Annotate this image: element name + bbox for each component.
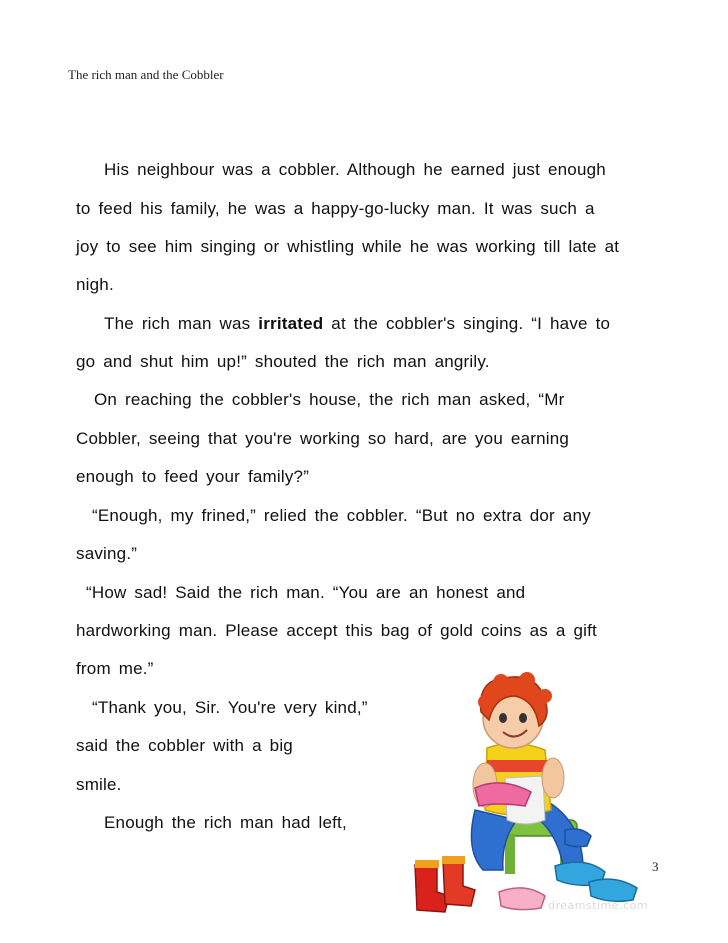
paragraph-line: The rich man was irritated at the cobbler's singing. “I have to <box>104 314 611 333</box>
paragraph-line: Cobbler, seeing that you're working so hard, are you earning <box>76 429 570 448</box>
cobbler-boy-illustration <box>405 660 645 930</box>
paragraph-line: Enough the rich man had left, <box>104 813 347 832</box>
paragraph-line: smile. <box>76 775 122 794</box>
emphasis-word: irritated <box>258 314 324 333</box>
paragraph-line: His neighbour was a cobbler. Although he earned just enough <box>104 160 606 179</box>
paragraph-line: joy to see him singing or whistling while he was working till late at <box>76 237 620 256</box>
paragraph-line: nigh. <box>76 275 114 294</box>
paragraph-line: said the cobbler with a big <box>76 736 293 755</box>
paragraph-line: from me.” <box>76 659 154 678</box>
paragraph-line: “Thank you, Sir. You're very kind,” <box>92 698 368 717</box>
paragraph-line: saving.” <box>76 544 138 563</box>
page-number: 3 <box>652 859 659 874</box>
paragraph-line: “How sad! Said the rich man. “You are an honest and <box>86 583 526 602</box>
watermark-text: dreamstime.com <box>548 899 649 912</box>
paragraph-line: “Enough, my frined,” relied the cobbler. “But no extra dor any <box>92 506 591 525</box>
paragraph-line: enough to feed your family?” <box>76 467 310 486</box>
paragraph-line: to feed his family, he was a happy-go-lucky man. It was such a <box>76 199 595 218</box>
paragraph-line: On reaching the cobbler's house, the rich man asked, “Mr <box>94 390 565 409</box>
paragraph-line: hardworking man. Please accept this bag of gold coins as a gift <box>76 621 597 640</box>
paragraph-line: go and shut him up!” shouted the rich man angrily. <box>76 352 490 371</box>
document-header: The rich man and the Cobbler <box>68 67 224 82</box>
